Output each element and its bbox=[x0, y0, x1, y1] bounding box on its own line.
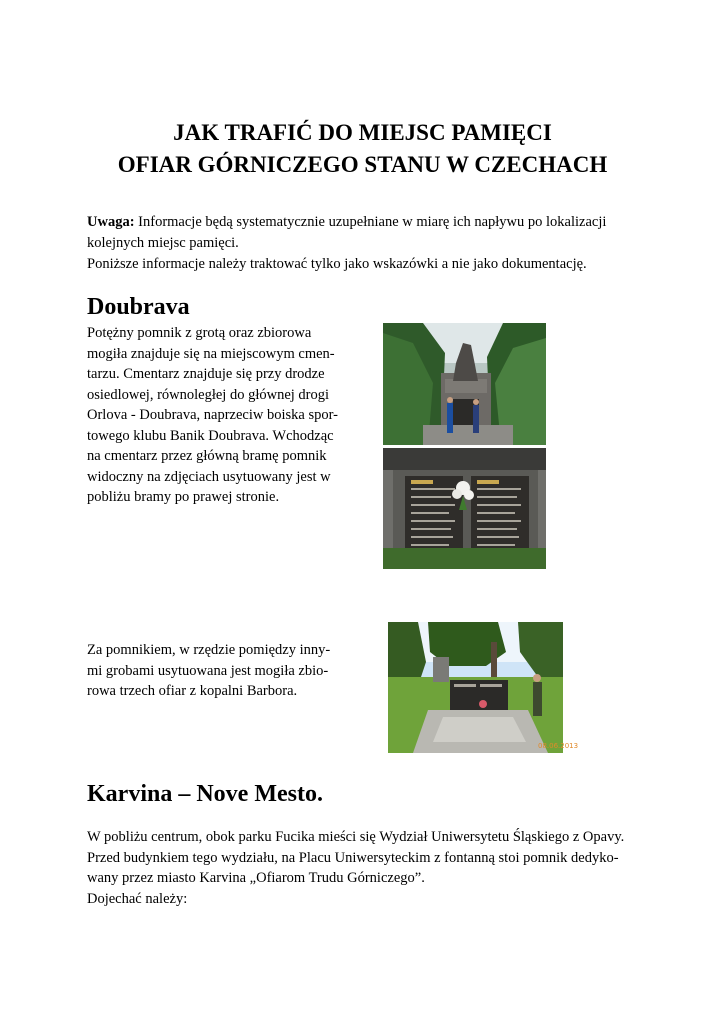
document-title-line-2: OFIAR GÓRNICZEGO STANU W CZECHACH bbox=[117, 152, 608, 177]
photo-monument-grotto bbox=[383, 323, 546, 445]
doubrava-paragraph-1 bbox=[87, 323, 338, 508]
notice-line-2: kolejnych miejsc pamięci. bbox=[87, 235, 239, 251]
notice-text-1: Informacje będą systematycznie uzupełniane w miarę ich napływu po lokalizacji bbox=[138, 214, 607, 230]
section-heading-karvina: Karvina – Nove Mesto. bbox=[87, 781, 323, 807]
notice-line-3: Poniższe informacje należy traktować tylko jako wskazówki a nie jako dokumentację. bbox=[87, 256, 587, 272]
text-line: widoczny na zdjęciach usytuowany jest w bbox=[87, 468, 331, 485]
text-line: Potężny pomnik z grotą oraz zbiorowa bbox=[87, 325, 312, 341]
text-line: tarzu. Cmentarz znajduje się przy drodze bbox=[87, 366, 325, 382]
text-line: mi grobami usytuowana jest mogiła zbio- bbox=[87, 662, 329, 679]
text-line: wany przez miasto Karvina „Ofiarom Trudu Górniczego”. bbox=[87, 870, 425, 886]
text-line: Orlova - Doubrava, naprzeciw boiska spor- bbox=[87, 407, 338, 423]
text-line: W pobliżu centrum, obok parku Fucika mieści się Wydział Uniwersytetu Śląskiego z Opavy. bbox=[87, 829, 625, 845]
photo-memorial-plaques bbox=[383, 448, 546, 569]
text-line: rowa trzech ofiar z kopalni Barbora. bbox=[87, 683, 298, 699]
section-heading-doubrava: Doubrava bbox=[87, 294, 190, 320]
karvina-paragraph bbox=[87, 827, 624, 909]
photo-date-stamp: 08.06.2013 bbox=[538, 742, 579, 750]
text-line: towego klubu Banik Doubrava. Wchodząc bbox=[87, 427, 334, 444]
text-line: pobliżu bramy po prawej stronie. bbox=[87, 489, 280, 505]
text-line: na cmentarz przez główną bramę pomnik bbox=[87, 448, 327, 464]
notice-label: Uwaga: bbox=[87, 214, 135, 230]
text-line: Przed budynkiem tego wydziału, na Placu Uniwersyteckim z fontanną stoi pomnik dedyko- bbox=[87, 849, 619, 866]
text-line: mogiła znajduje się na miejscowym cmen- bbox=[87, 345, 335, 362]
doubrava-paragraph-2 bbox=[87, 640, 330, 702]
notice-line-1 bbox=[87, 212, 640, 233]
photo-collective-grave bbox=[388, 622, 579, 753]
text-line: osiedlowej, równoległej do głównej drogi bbox=[87, 386, 330, 403]
text-line: Dojechać należy: bbox=[87, 890, 188, 907]
text-line: Za pomnikiem, w rzędzie pomiędzy inny- bbox=[87, 642, 331, 658]
document-title-line-1: JAK TRAFIĆ DO MIEJSC PAMIĘCI bbox=[173, 120, 552, 145]
